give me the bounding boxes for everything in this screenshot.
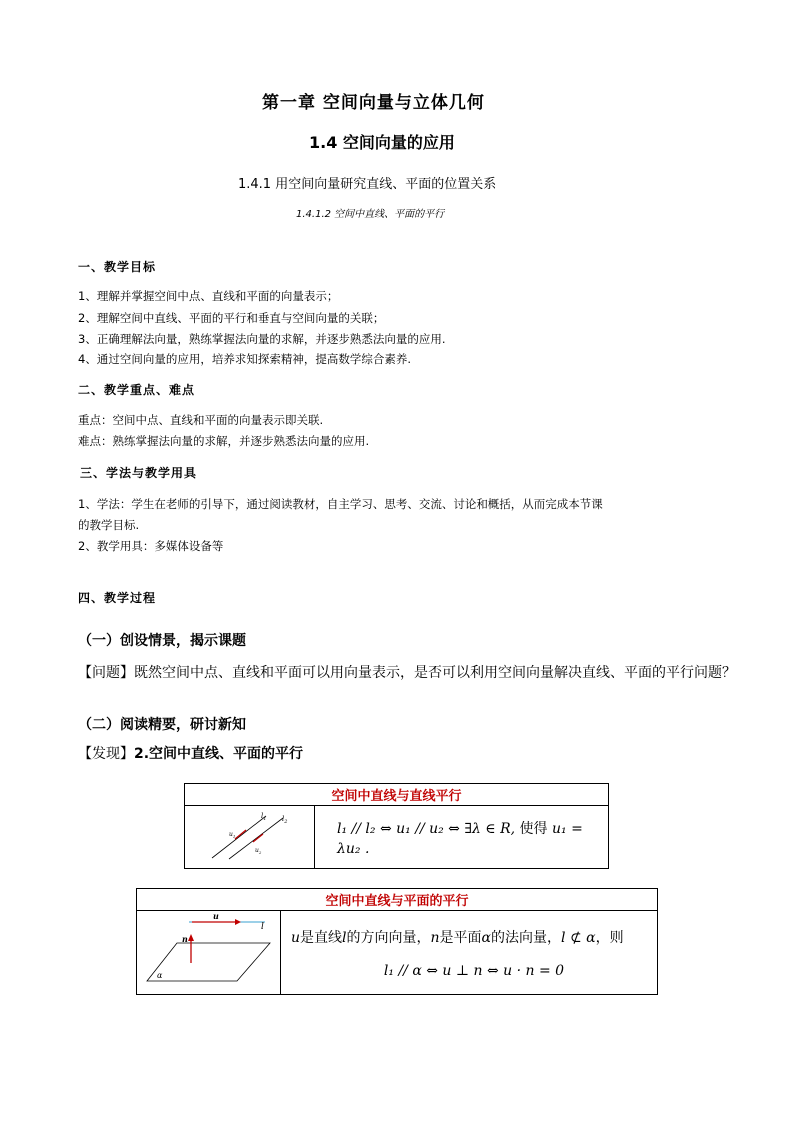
label-l2: $l_2$ — [282, 815, 288, 825]
line-plane-parallel-table — [136, 888, 658, 995]
objective-item: 1、理解并掌握空间中点、直线和平面的向量表示； — [78, 289, 339, 303]
methods-heading: 三、学法与教学用具 — [80, 466, 198, 480]
chapter-title: 第一章 空间向量与立体几何 — [262, 93, 485, 113]
question-paragraph — [78, 662, 736, 682]
key-point-difficulty: 难点：熟练掌握法向量的求解，并逐步熟悉法向量的应用. — [78, 434, 370, 448]
vector-u2 — [253, 834, 263, 842]
line-line-parallel-table — [184, 783, 609, 869]
label-alpha: α — [157, 971, 163, 980]
process-heading: 四、教学过程 — [78, 591, 157, 605]
objective-item: 3、正确理解法向量，熟练掌握法向量的求解，并逐步熟悉法向量的应用. — [78, 332, 446, 346]
key-points-heading: 二、教学重点、难点 — [78, 383, 196, 397]
question-text: 既然空间中点、直线和平面可以用向量表示，是否可以利用空间向量解决直线、平面的平行问题？ — [134, 665, 736, 681]
plane-alpha — [147, 943, 270, 981]
box1-figure-cell — [185, 806, 315, 869]
label-u: u — [213, 911, 219, 921]
discovery-label: 【发现】 — [78, 746, 134, 762]
vector-u-arrowhead — [235, 919, 241, 925]
label-u2: $u_2$ — [255, 847, 262, 855]
box2-figure-cell — [137, 911, 281, 995]
box1-formula: l₁ // l₂ ⇔ u₁ // u₂ ⇔ ∃λ ∈ R, 使得 u₁ = λu₂ . — [337, 820, 583, 857]
objective-item: 2、理解空间中直线、平面的平行和垂直与空间向量的关联； — [78, 311, 385, 325]
box2-line1: u是直线l的方向向量，n是平面α的法向量，l ⊄ α，则 — [291, 929, 624, 946]
subsubsection-title: 1.4.1.2 空间中直线、平面的平行 — [296, 209, 445, 220]
objective-item: 4、通过空间向量的应用，培养求知探索精神，提高数学综合素养. — [78, 352, 411, 366]
vector-u1 — [235, 830, 246, 839]
line-plane-figure — [137, 911, 280, 994]
box1-formula-cell — [315, 806, 609, 869]
objectives-heading: 一、教学目标 — [78, 260, 157, 274]
discovery-text: 2.空间中直线、平面的平行 — [134, 746, 304, 762]
label-n: n — [182, 934, 188, 944]
methods-line: 2、教学用具：多媒体设备等 — [78, 539, 224, 553]
subsection-title: 1.4.1 用空间向量研究直线、平面的位置关系 — [238, 177, 497, 192]
key-point-focus: 重点：空间中点、直线和平面的向量表示即关联. — [78, 413, 324, 427]
box1-title: 空间中直线与直线平行 — [185, 784, 609, 806]
box2-text-cell — [281, 911, 658, 995]
parallel-lines-figure — [185, 806, 314, 868]
section-title: 1.4 空间向量的应用 — [309, 133, 455, 152]
label-u1: $u_1$ — [229, 831, 236, 839]
part2-heading: （二）阅读精要，研讨新知 — [78, 717, 246, 733]
discovery-paragraph — [78, 743, 303, 763]
label-l: l — [261, 922, 264, 932]
vector-n-arrowhead — [188, 934, 194, 941]
part1-heading: （一）创设情景，揭示课题 — [78, 633, 246, 649]
methods-line: 的教学目标. — [78, 518, 140, 532]
box2-line2: l₁ // α ⇔ u ⊥ n ⇔ u · n = 0 — [383, 962, 565, 979]
label-l1: $l_1$ — [261, 812, 267, 822]
question-label: 【问题】 — [78, 665, 134, 681]
methods-line: 1、学法：学生在老师的引导下，通过阅读教材，自主学习、思考、交流、讨论和概括，从而完成本节课 — [78, 497, 603, 511]
box2-title: 空间中直线与平面的平行 — [137, 889, 658, 911]
